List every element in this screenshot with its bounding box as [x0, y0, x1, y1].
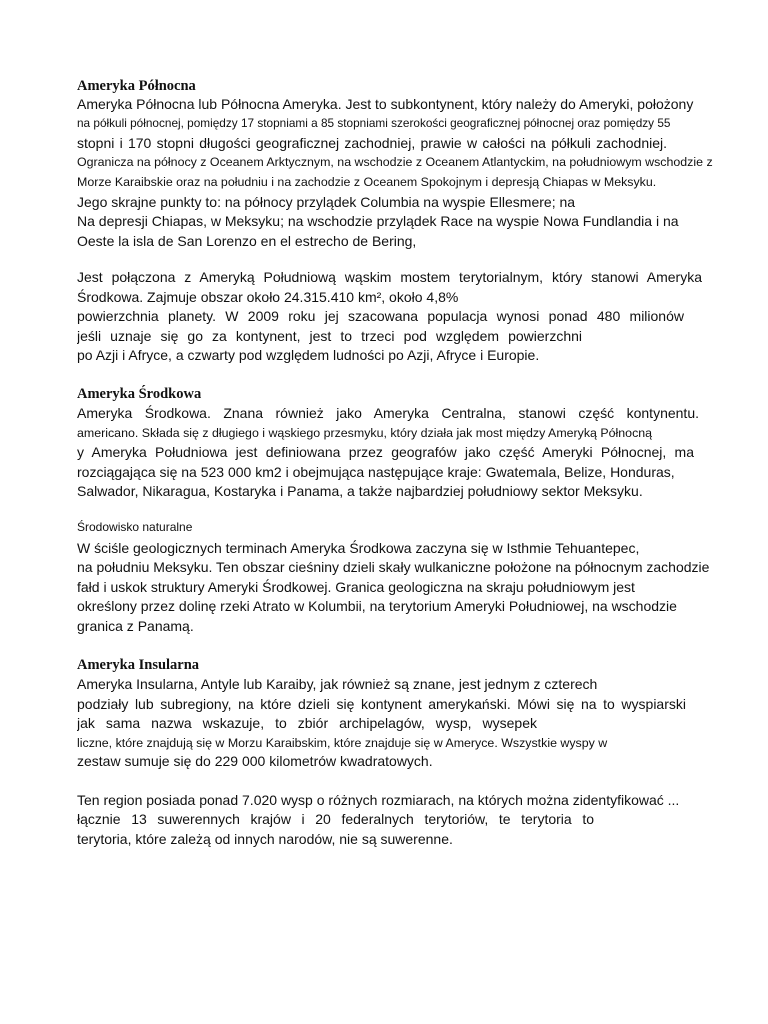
section-heading-insular-america: Ameryka Insularna: [77, 657, 200, 673]
paragraph-line: na południu Meksyku. Ten obszar cieśniny dzieli skały wulkaniczne położone na północnym zachodzie: [77, 559, 710, 575]
paragraph-line: Ameryka Insularna, Antyle lub Karaiby, jak również są znane, jest jednym z czterech: [77, 676, 598, 692]
subheading-natural-environment: Środowisko naturalne: [77, 520, 193, 534]
paragraph-line: Środkowa. Zajmuje obszar około 24.315.410 km², około 4,8%: [77, 289, 459, 305]
section-heading-north-america: Ameryka Północna: [77, 78, 196, 94]
paragraph-line: Jest połączona z Ameryką Południową wąskim mostem terytorialnym, który stanowi Ameryka: [77, 269, 702, 285]
paragraph-line: W ściśle geologicznych terminach Ameryka Środkowa zaczyna się w Isthmie Tehuantepec,: [77, 540, 640, 556]
paragraph-line: y Ameryka Południowa jest definiowana przez geografów jako część Ameryki Północnej, ma: [77, 444, 694, 460]
paragraph-line: stopni i 170 stopni długości geograficznej zachodniej, prawie w całości na półkuli zachodniej.: [77, 135, 667, 151]
paragraph-line: Jego skrajne punkty to: na północy przylądek Columbia na wyspie Ellesmere; na: [77, 194, 576, 210]
paragraph-line: określony przez dolinę rzeki Atrato w Kolumbii, na terytorium Ameryki Południowej, na wschodzie: [77, 598, 677, 614]
paragraph-line: zestaw sumuje się do 229 000 kilometrów kwadratowych.: [77, 753, 433, 769]
paragraph-line: Salwador, Nikaragua, Kostaryka i Panama, a także najbardziej południowy sektor Meksyku.: [77, 483, 643, 499]
paragraph-line: po Azji i Afryce, a czwarty pod względem ludności po Azji, Afryce i Europie.: [77, 347, 540, 363]
paragraph-line: Na depresji Chiapas, w Meksyku; na wschodzie przylądek Race na wyspie Nowa Fundlandia i na: [77, 213, 679, 229]
paragraph-line: powierzchnia planety. W 2009 roku jej szacowana populacja wynosi ponad 480 milionów: [77, 308, 684, 324]
paragraph-line: terytoria, które zależą od innych narodów, nie są suwerenne.: [77, 831, 453, 847]
paragraph-line: jak sama nazwa wskazuje, to zbiór archipelagów, wysp, wysepek: [77, 715, 537, 731]
paragraph-line: Ten region posiada ponad 7.020 wysp o różnych rozmiarach, na których można zidentyfikować ...: [77, 792, 680, 808]
paragraph-line: Ameryka Północna lub Północna Ameryka. Jest to subkontynent, który należy do Ameryki, położony: [77, 96, 694, 112]
paragraph-line: Oeste la isla de San Lorenzo en el estrecho de Bering,: [77, 233, 417, 249]
paragraph-line: Ameryka Środkowa. Znana również jako Ameryka Centralna, stanowi część kontynentu.: [77, 405, 699, 421]
paragraph-line: na półkuli północnej, pomiędzy 17 stopniami a 85 stopniami szerokości geograficznej północnej oraz pomiędzy 55: [77, 116, 671, 130]
paragraph-line: americano. Składa się z długiego i wąskiego przesmyku, który działa jak most między Ameryką Północną: [77, 426, 653, 440]
paragraph-line: łącznie 13 suwerennych krajów i 20 federalnych terytoriów, te terytoria to: [77, 811, 594, 827]
paragraph-line: Ogranicza na północy z Oceanem Arktycznym, na wschodzie z Oceanem Atlantyckim, na południowym wschodzie z: [77, 155, 713, 169]
section-heading-central-america: Ameryka Środkowa: [77, 386, 202, 402]
paragraph-line: rozciągająca się na 523 000 km2 i obejmująca następujące kraje: Gwatemala, Belize, Honduras,: [77, 464, 675, 480]
paragraph-line: fałd i uskok struktury Ameryki Środkowej. Granica geologiczna na skraju południowym jest: [77, 579, 635, 595]
paragraph-line: granica z Panamą.: [77, 618, 194, 634]
paragraph-line: jeśli uznaje się go za kontynent, jest to trzeci pod względem powierzchni: [77, 328, 582, 344]
paragraph-line: Morze Karaibskie oraz na południu i na zachodzie z Oceanem Spokojnym i depresją Chiapas w Meksyku.: [77, 175, 657, 189]
paragraph-line: liczne, które znajdują się w Morzu Karaibskim, które znajduje się w Ameryce. Wszystkie wyspy w: [77, 736, 608, 750]
paragraph-line: podziały lub subregiony, na które dzieli się kontynent amerykański. Mówi się na to wyspiarski: [77, 696, 686, 712]
